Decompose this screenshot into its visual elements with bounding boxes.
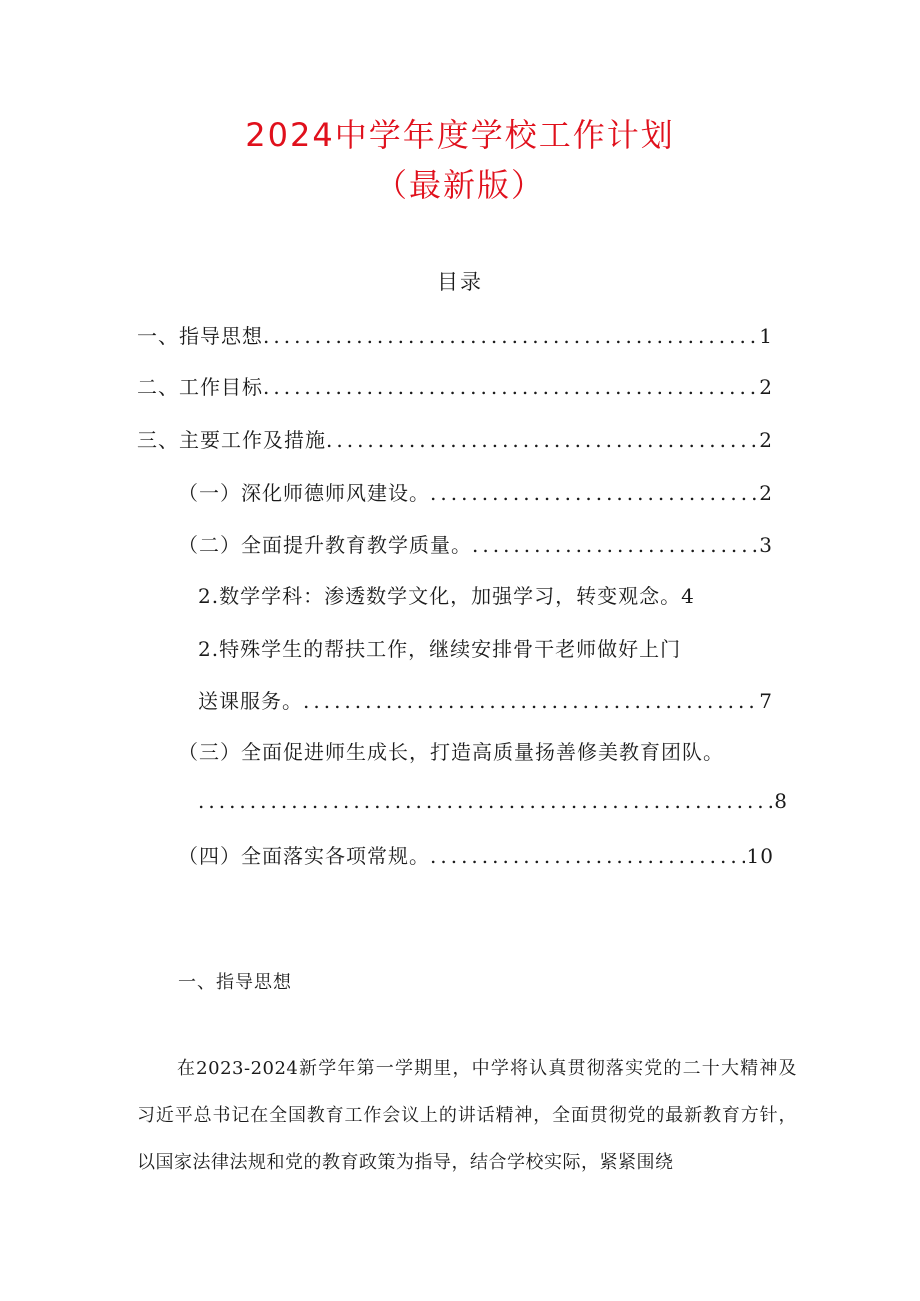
toc-entry[interactable] <box>137 424 773 453</box>
toc-entry-label: （四）全面落实各项常规。 <box>178 844 430 868</box>
toc-entry-page: 2 <box>759 428 773 452</box>
toc-leader-dots <box>303 689 757 713</box>
toc-entry[interactable] <box>198 580 695 609</box>
toc-entry-label: 一、指导思想 <box>137 324 263 348</box>
toc-entry-page: 3 <box>759 533 773 557</box>
toc-entry-continuation[interactable] <box>198 789 788 813</box>
toc-entry-page: 4 <box>681 584 695 608</box>
toc-entry-label: 送课服务。 <box>198 689 303 713</box>
toc-entry-label: 三、主要工作及措施 <box>137 428 326 452</box>
toc-leader-dots <box>263 324 757 348</box>
toc-leader-dots <box>430 844 745 868</box>
toc-heading: 目录 <box>437 270 483 294</box>
toc-entry[interactable] <box>137 320 773 349</box>
document-title: 2024中学年度学校工作计划 <box>245 116 675 154</box>
toc-entry-page: 2 <box>759 375 773 399</box>
toc-entry-page: 1 <box>759 324 773 348</box>
toc-leader-dots <box>430 481 757 505</box>
toc-entry-page: 2 <box>759 481 773 505</box>
toc-leader-dots <box>326 428 757 452</box>
toc-entry-label: （二）全面提升教育教学质量。 <box>178 533 472 557</box>
toc-entry-label: 二、工作目标 <box>137 375 263 399</box>
toc-entry-page: 10 <box>746 844 774 868</box>
toc-leader-dots <box>472 533 757 557</box>
toc-entry-continuation[interactable] <box>198 685 773 714</box>
toc-entry-label[interactable]: （三）全面促进师生成长，打造高质量扬善修美教育团队。 <box>178 740 724 764</box>
toc-entry-label: （一）深化师德师风建设。 <box>178 481 430 505</box>
toc-entry-label: 2.数学学科：渗透数学文化，加强学习，转变观念。 <box>198 584 682 608</box>
toc-entry[interactable] <box>178 840 774 869</box>
toc-entry-label[interactable]: 2.特殊学生的帮扶工作，继续安排骨干老师做好上门 <box>198 637 682 661</box>
document-subtitle: （最新版） <box>374 166 545 204</box>
toc-entry[interactable] <box>178 529 773 558</box>
section-heading: 一、指导思想 <box>178 972 292 993</box>
toc-leader-dots <box>263 375 757 399</box>
body-paragraph: 在2023-2024新学年第一学期里，中学将认真贯彻落实党的二十大精神及习近平总书记在全国教育工作会议上的讲话精神，全面贯彻党的最新教育方针，以国家法律法规和党的教育政策为指导，结合学校实际，紧紧围绕 <box>137 1058 797 1173</box>
toc-entry[interactable] <box>137 371 773 400</box>
toc-entry[interactable] <box>178 477 773 506</box>
toc-entry-page: 7 <box>759 689 773 713</box>
toc-entry-page: 8 <box>774 789 788 813</box>
toc-leader-dots <box>198 789 772 813</box>
